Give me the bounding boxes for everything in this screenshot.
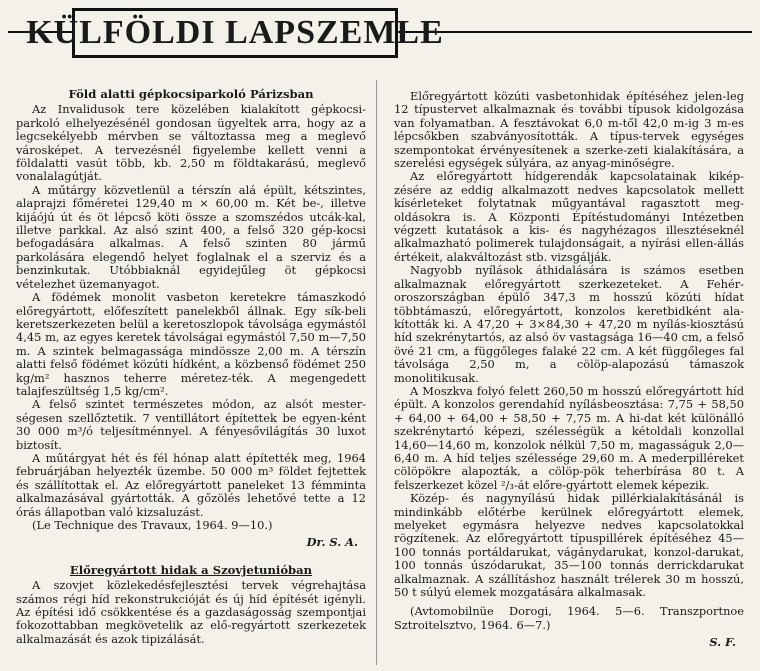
article-signature: S. F.	[709, 635, 736, 650]
article-paragraph: A felső szintet természetes módon, az alsót mester-ségesen szellőztetik. 7 ventillátort építettek be egyen-ként 30 000 m³/ó teljesítménnyel. A fényesővilágítás 30 luxot biztosít.	[16, 397, 366, 452]
article-signature: Dr. S. A.	[306, 535, 358, 550]
article-paragraph: Nagyobb nyílások áthidalására is számos esetben alkalmaznak előregyártott szerkezeteket. A Fehér-oroszországban épülő 347,3 m hosszú közúti hídat többtámaszú, előregyártott, konzolos keretbidként ala-kították ki. A 47,20 + 3×84,30 + 47,20 m nyílás-kiosztású híd szekrénytartós, az alsó öv vastagsága 16—40 cm, a felső övé 21 cm, a függőleges falaké 22 cm. A két függőleges fal távolsága 2,50 m, a cölöp-alapozású támaszok monolitikusak.	[394, 263, 744, 385]
left-column	[16, 88, 366, 646]
article-citation: (Le Technique des Travaux, 1964. 9—10.)	[32, 518, 273, 532]
article-paragraph: A födémek monolit vasbeton keretekre támaszkodó előregyártott, előfeszített panelekből állnak. Egy sík-beli keretszerkezeten belül a keretoszlopok távolsága egymástól 4,45 m, az egyes keretek távolságai egymástól 7,50 m—7,50 m. A szintek belmagassága mindössze 2,00 m. A térszín alatti felső födémet közúti hídként, a közbenső födémet 250 kg/m² hasznos teherre méretez-ték. A megengedett talajfeszültség 1,5 kg/cm².	[16, 290, 366, 398]
section-title: KÜLFÖLDI LAPSZEMLE	[26, 14, 444, 51]
section-banner	[8, 6, 752, 58]
article-paragraph: A szovjet közlekedésfejlesztési tervek végrehajtása számos régi híd rekonstrukcióját és új híd építését igényli. Az építési idő csökkentése és a gazdaságosság szempontjai fokozottabban megkövetelik az elő-regyártott szerkezetek alkalmazását és azok tipizálását.	[16, 578, 366, 646]
article-paragraph: Az előregyártott hídgerendák kapcsolatainak kikép-zésére az eddig alkalmazott nedves kapcsolatok mellett kísérleteket folytatnak műgyantával ragasztott meg-oldásokra is. A Központi Építéstudományi Intézetben végzett kutatások a kis- és nagyhézagos illesztéseknél alkalmazható polimerek tulajdonságait, a nyírási ellen-állás értékeit, alakváltozást stb. vizsgálják.	[394, 169, 744, 264]
article-title: Föld alatti gépkocsiparkoló Párizsban	[68, 87, 314, 101]
article-title: Előregyártott hidak a Szovjetunióban	[69, 562, 313, 577]
article-paragraph: Közép- és nagynyílású hidak pillérkialakításánál is mindinkább előtérbe kerülnek előregyártott elemek, melyeket egymásra helyezve nedves kapcsolatokkal rögzítenek. Az előregyártott típuspillérek építéséhez 45—100 tonnás portáldarukat, vágánydarukat, konzol-darukat, 100 tonnás úszódarukat, 35—100 tonnás derrickdarukat alkalmaznak. A szállításhoz használt trélerek 30 m hosszú, 50 t súlyú elemek mozgatására alkalmasak.	[394, 491, 744, 600]
article-paragraph: A műtárgyat hét és fél hónap alatt építették meg, 1964 februárjában helyezték üzembe. 50 000 m³ földet fejtettek és szállítottak el. Az előregyártott paneleket 13 fémminta alkalmazásával gyártották. A gőzölés lehetővé tette a 12 órás állapotban való kizsaluzást.	[16, 450, 366, 519]
article-paragraph: Az Invalidusok tere közelében kialakított gépkocsi-parkoló elhelyezésénél gondosan ügyeltek arra, hogy az a legcsekélyebb mérvben se változtassa meg a meglevő városképet. A tervezésnél figyelembe kellett venni a földalatti vasút több, kb. 2,50 m földtakarású, meglevő vonalalagútját.	[16, 102, 366, 184]
article-paragraph: Előregyártott közúti vasbetonhidak építéséhez jelen-leg 12 típustervet alkalmaznak és további típusok kidolgozása van folyamatban. A fesztávokat 6,0 m-től 42,0 m-ig 3 m-es lépcsőkben szabványosították. A típus-tervek egységes szempontokat érvényesítenek a szerke-zeti kialakítására, a szerelési egységek súlyára, az anyag-minőségre.	[394, 89, 744, 171]
right-column	[394, 90, 744, 656]
article-paragraph: A műtárgy közvetlenül a térszín alá épült, kétszintes, alaprajzi főméretei 129,40 m × 60,00 m. Két be-, illetve kijáójú út és öt lépcső köti össze a szomszédos utcák-kal, illetve parkkal. Az alsó szint 400, a felső 320 gép-kocsi befogadására alkalmas. A felső szinten 80 jármű parkolására elegendő helyet foglalnak el a szerviz és a benzinkutak. Utóbbiaknál egyidejűleg öt gépkocsi vételezhet üzemanyagot.	[16, 182, 366, 291]
banner-frame	[26, 8, 444, 58]
column-divider	[376, 80, 377, 665]
article-citation: (Avtomobilnüe Dorogi, 1964. 5—6. Transzportnoe Sztroitelsztvo, 1964. 6—7.)	[394, 604, 744, 632]
article-paragraph: A Moszkva folyó felett 260,50 m hosszú előregyártott híd épült. A konzolos gerendahíd nyílásbeosztása: 7,75 + 58,50 + 64,00 + 64,00 + 58,50 + 7,75 m. A hi-dat két különálló szekrénytartó képezi, szélességük a kétoldali konzollal 14,60—14,60 m, konzolok nélkül 7,50 m, magasságuk 2,0—6,40 m. A híd teljes szélessége 29,60 m. A mederpilléreket cölöpökre alapozták, a cölöp-pök teherbírása 80 t. A felszerkezet közel ²/₃-át előre-gyártott elemek képezik.	[394, 383, 744, 492]
